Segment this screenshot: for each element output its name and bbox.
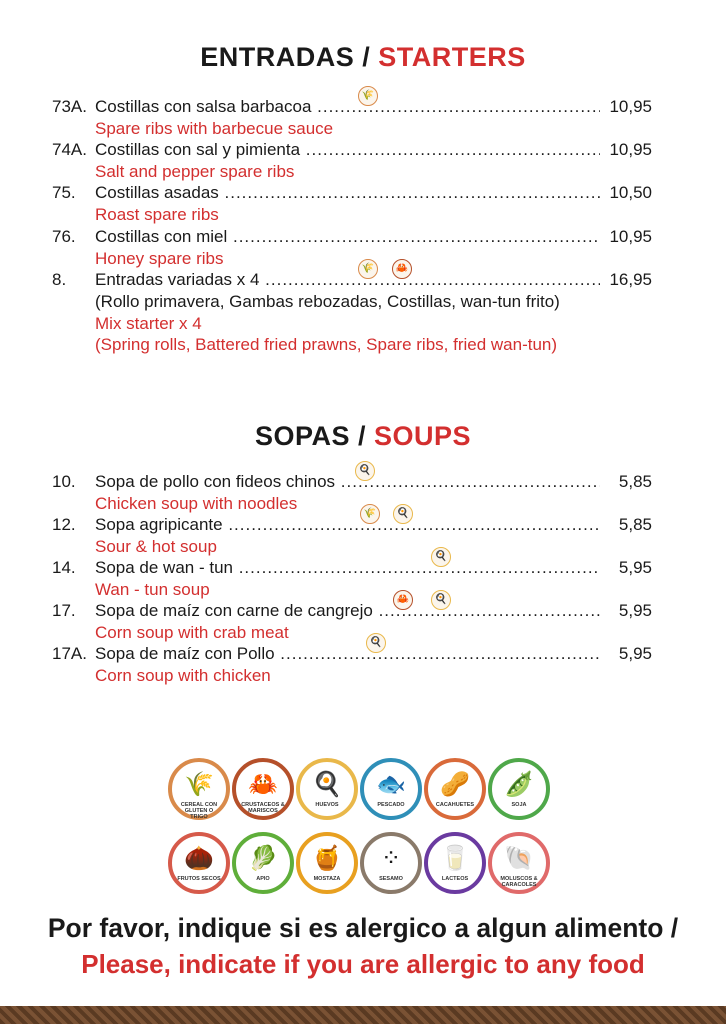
menu-item	[52, 90, 652, 140]
egg-icon: 🍳	[355, 461, 375, 481]
item-name-en: Roast spare ribs	[95, 205, 219, 224]
menu-item-row	[52, 508, 652, 536]
item-price: 16,95	[609, 270, 652, 289]
menu-item-row	[52, 139, 652, 161]
item-price: 5,85	[618, 515, 652, 534]
menu-item	[52, 226, 652, 270]
item-price: 5,95	[618, 601, 652, 620]
item-number: 8.	[52, 270, 67, 289]
allergen-label: HUEVOS	[315, 802, 339, 808]
allergen-label: SESAMO	[379, 876, 403, 882]
item-name-es: Sopa de pollo con fideos chinos .....	[95, 471, 600, 493]
starters-title-en: STARTERS	[378, 42, 526, 72]
allergen-label: MOSTAZA	[313, 876, 341, 882]
item-number: 10.	[52, 472, 76, 491]
allergen-apio	[232, 832, 294, 894]
allergen-soja	[488, 758, 550, 820]
item-price: 10,50	[609, 183, 652, 202]
menu-item-row	[52, 637, 652, 665]
menu-item-row	[52, 226, 652, 248]
allergen-lacteos	[424, 832, 486, 894]
soy-icon: 🫛	[504, 771, 534, 798]
egg-icon: 🍳	[431, 590, 451, 610]
item-price: 10,95	[609, 140, 652, 159]
crab-icon: 🦀	[393, 590, 413, 610]
milk-icon: 🥛	[440, 845, 470, 872]
egg-icon: 🍳	[312, 771, 342, 798]
allergen-sesamo	[360, 832, 422, 894]
allergen-label: SOJA	[511, 802, 527, 808]
peanut-icon: 🥜	[440, 771, 470, 798]
allergen-moluscos	[488, 832, 550, 894]
allergy-notice-es: Por favor, indique si es alergico a algun alimento /	[47, 913, 679, 943]
menu-item	[52, 263, 652, 356]
item-price: 10,95	[609, 227, 652, 246]
allergen-frutos_secos	[168, 832, 230, 894]
allergen-label: PESCADO	[377, 802, 405, 808]
item-number: 76.	[52, 227, 76, 246]
item-name-es: Sopa de maíz con carne de cangrejo .....	[95, 600, 600, 622]
allergen-crustaceos	[232, 758, 294, 820]
item-name-en: Spare ribs with barbecue sauce	[95, 119, 334, 138]
item-name-en: Corn soup with chicken	[95, 666, 271, 685]
menu-item-row	[52, 263, 652, 291]
allergen-label: CEREAL CON GLUTEN O TRIGO	[180, 802, 218, 820]
item-description-es: (Rollo primavera, Gambas rebozadas, Costillas, wan-tun frito)	[95, 292, 560, 311]
decorative-footer-border	[0, 1006, 726, 1024]
wheat-icon: 🌾	[360, 504, 380, 524]
mustard-icon: 🍯	[312, 845, 342, 872]
allergen-label: FRUTOS SECOS	[177, 876, 221, 882]
item-name-es: Entradas variadas x 4 .....	[95, 269, 600, 291]
item-name-en: Mix starter x 4	[95, 313, 202, 333]
item-number: 73A.	[52, 97, 87, 116]
item-name-en: Honey spare ribs	[95, 249, 224, 268]
allergen-label: CACAHUETES	[435, 802, 475, 808]
menu-item	[52, 637, 652, 687]
allergen-huevos	[296, 758, 358, 820]
item-name-es: Costillas con sal y pimienta .....	[95, 139, 600, 161]
item-name-es: Costillas asadas .....	[95, 182, 600, 204]
item-name-es: Sopa de maíz con Pollo .....	[95, 643, 600, 665]
crab-icon: 🦀	[392, 259, 412, 279]
menu-item	[52, 508, 652, 558]
item-name-en: Corn soup with crab meat	[95, 623, 289, 642]
starters-title	[0, 42, 726, 73]
item-description-en: (Spring rolls, Battered fried prawns, Spare ribs, fried wan-tun)	[95, 335, 558, 354]
allergen-legend	[160, 752, 560, 902]
starters-title-es: ENTRADAS	[200, 42, 355, 72]
title-separator: /	[354, 42, 379, 72]
menu-item	[52, 465, 652, 515]
item-name-en: Chicken soup with noodles	[95, 494, 298, 513]
item-name-en: Wan - tun soup	[95, 580, 210, 599]
fish-icon: 🐟	[376, 771, 406, 798]
shell-icon: 🐚	[504, 845, 534, 872]
item-price: 5,95	[618, 558, 652, 577]
item-name-en: Salt and pepper spare ribs	[95, 162, 295, 181]
allergen-pescado	[360, 758, 422, 820]
egg-icon: 🍳	[431, 547, 451, 567]
nuts-icon: 🌰	[184, 845, 214, 872]
wheat-icon: 🌾	[358, 86, 378, 106]
allergen-cacahuetes	[424, 758, 486, 820]
item-price: 5,85	[618, 472, 652, 491]
allergen-label: APIO	[256, 876, 270, 882]
menu-item	[52, 594, 652, 644]
menu-item	[52, 182, 652, 226]
allergen-label: MOLUSCOS & CARACOLES	[500, 876, 538, 888]
egg-icon: 🍳	[366, 633, 386, 653]
allergen-label: CRUSTACEOS & MARISCOS	[241, 802, 285, 814]
menu-item-row	[52, 551, 652, 579]
wheat-icon: 🌾	[184, 771, 214, 798]
item-name-es: Costillas con miel .....	[95, 226, 600, 248]
item-number: 17A.	[52, 644, 87, 663]
menu-item-row	[52, 90, 652, 118]
crab-icon: 🦀	[248, 771, 278, 798]
item-name-es: Sopa de wan - tun .....	[95, 557, 600, 579]
title-separator: /	[349, 421, 374, 451]
soups-title-es: SOPAS	[254, 421, 350, 451]
item-price: 10,95	[609, 97, 652, 116]
item-number: 12.	[52, 515, 76, 534]
sesame-icon: ⁘	[380, 845, 402, 872]
menu-item-row	[52, 182, 652, 204]
allergen-cereal	[168, 758, 230, 820]
menu-item	[52, 551, 652, 601]
soups-title	[0, 421, 726, 452]
item-number: 14.	[52, 558, 76, 577]
soups-title-en: SOUPS	[374, 421, 472, 451]
allergen-mostaza	[296, 832, 358, 894]
menu-item-row	[52, 594, 652, 622]
item-number: 17.	[52, 601, 76, 620]
wheat-icon: 🌾	[358, 259, 378, 279]
item-name-en: Sour & hot soup	[95, 537, 217, 556]
celery-icon: 🥬	[248, 845, 278, 872]
item-number: 74A.	[52, 140, 87, 159]
egg-icon: 🍳	[393, 504, 413, 524]
item-number: 75.	[52, 183, 76, 202]
item-price: 5,95	[618, 644, 652, 663]
menu-item-row	[52, 465, 652, 493]
allergy-notice-en: Please, indicate if you are allergic to any food	[81, 949, 645, 979]
menu-item	[52, 139, 652, 183]
item-name-es: Costillas con salsa barbacoa .....	[95, 96, 600, 118]
item-name-es: Sopa agripicante .....	[95, 514, 600, 536]
allergen-label: LACTEOS	[441, 876, 469, 882]
